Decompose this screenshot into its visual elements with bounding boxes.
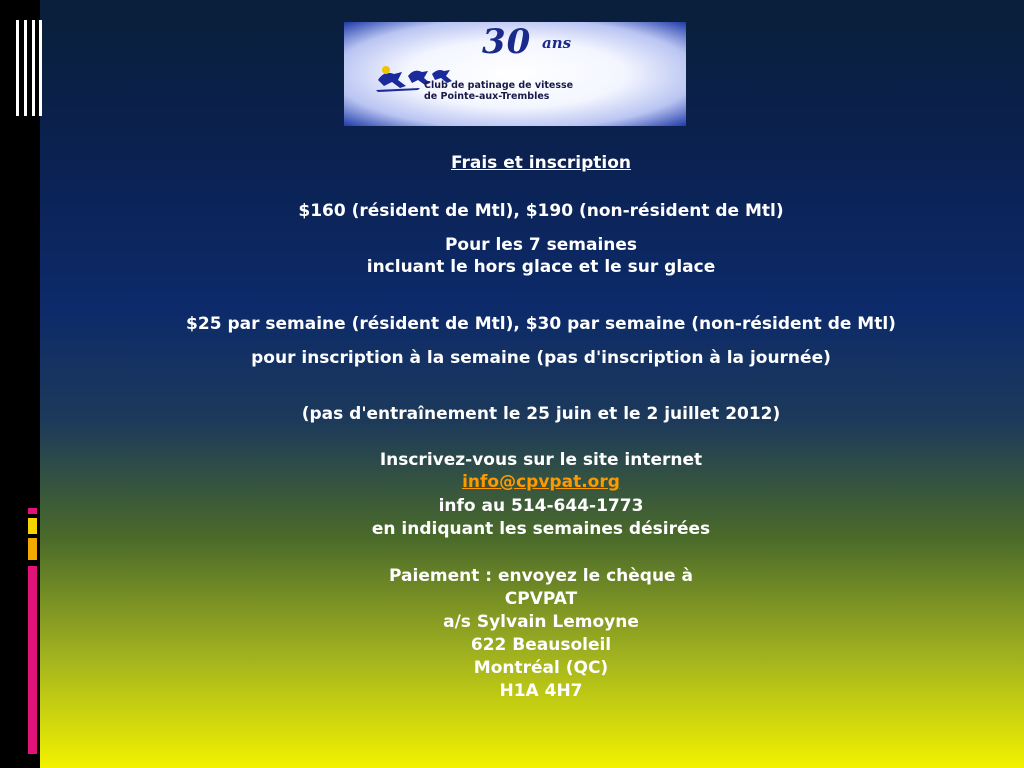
decorative-bars-top (16, 20, 42, 116)
postal-code: H1A 4H7 (499, 681, 583, 701)
logo-suffix: ans (542, 34, 572, 52)
slide-title: Frais et inscription (450, 153, 632, 173)
fees-weekly: $25 par semaine (résident de Mtl), $30 par semaine (non-résident de Mtl) (186, 314, 896, 334)
register-text: Inscrivez-vous sur le site internet (379, 450, 703, 470)
email-row (40, 471, 1024, 493)
decorative-bars-bottom (28, 508, 40, 756)
email-link[interactable]: info@cpvpat.org (462, 472, 620, 492)
logo-club-line2: de Pointe-aux-Trembles (424, 91, 550, 102)
duration-text: Pour les 7 semaines (444, 235, 638, 255)
city-line: Montréal (QC) (473, 658, 609, 678)
payee-name: CPVPAT (504, 589, 578, 609)
includes-text: incluant le hors glace et le sur glace (366, 257, 716, 277)
fees-full-session: $160 (résident de Mtl), $190 (non-résident de Mtl) (298, 201, 784, 221)
weekly-note: pour inscription à la semaine (pas d'inscription à la journée) (251, 348, 831, 368)
street-address: 622 Beausoleil (470, 635, 612, 655)
attention-line: a/s Sylvain Lemoyne (443, 612, 639, 632)
weeks-note: en indiquant les semaines désirées (371, 519, 711, 539)
logo-club-line1: Club de patinage de vitesse (424, 80, 574, 91)
club-logo (344, 22, 686, 126)
no-training-note: (pas d'entraînement le 25 juin et le 2 juillet 2012) (301, 404, 781, 424)
phone-info: info au 514-644-1773 (438, 496, 644, 516)
payment-intro: Paiement : envoyez le chèque à (389, 566, 693, 586)
logo-number: 30 (482, 22, 532, 62)
